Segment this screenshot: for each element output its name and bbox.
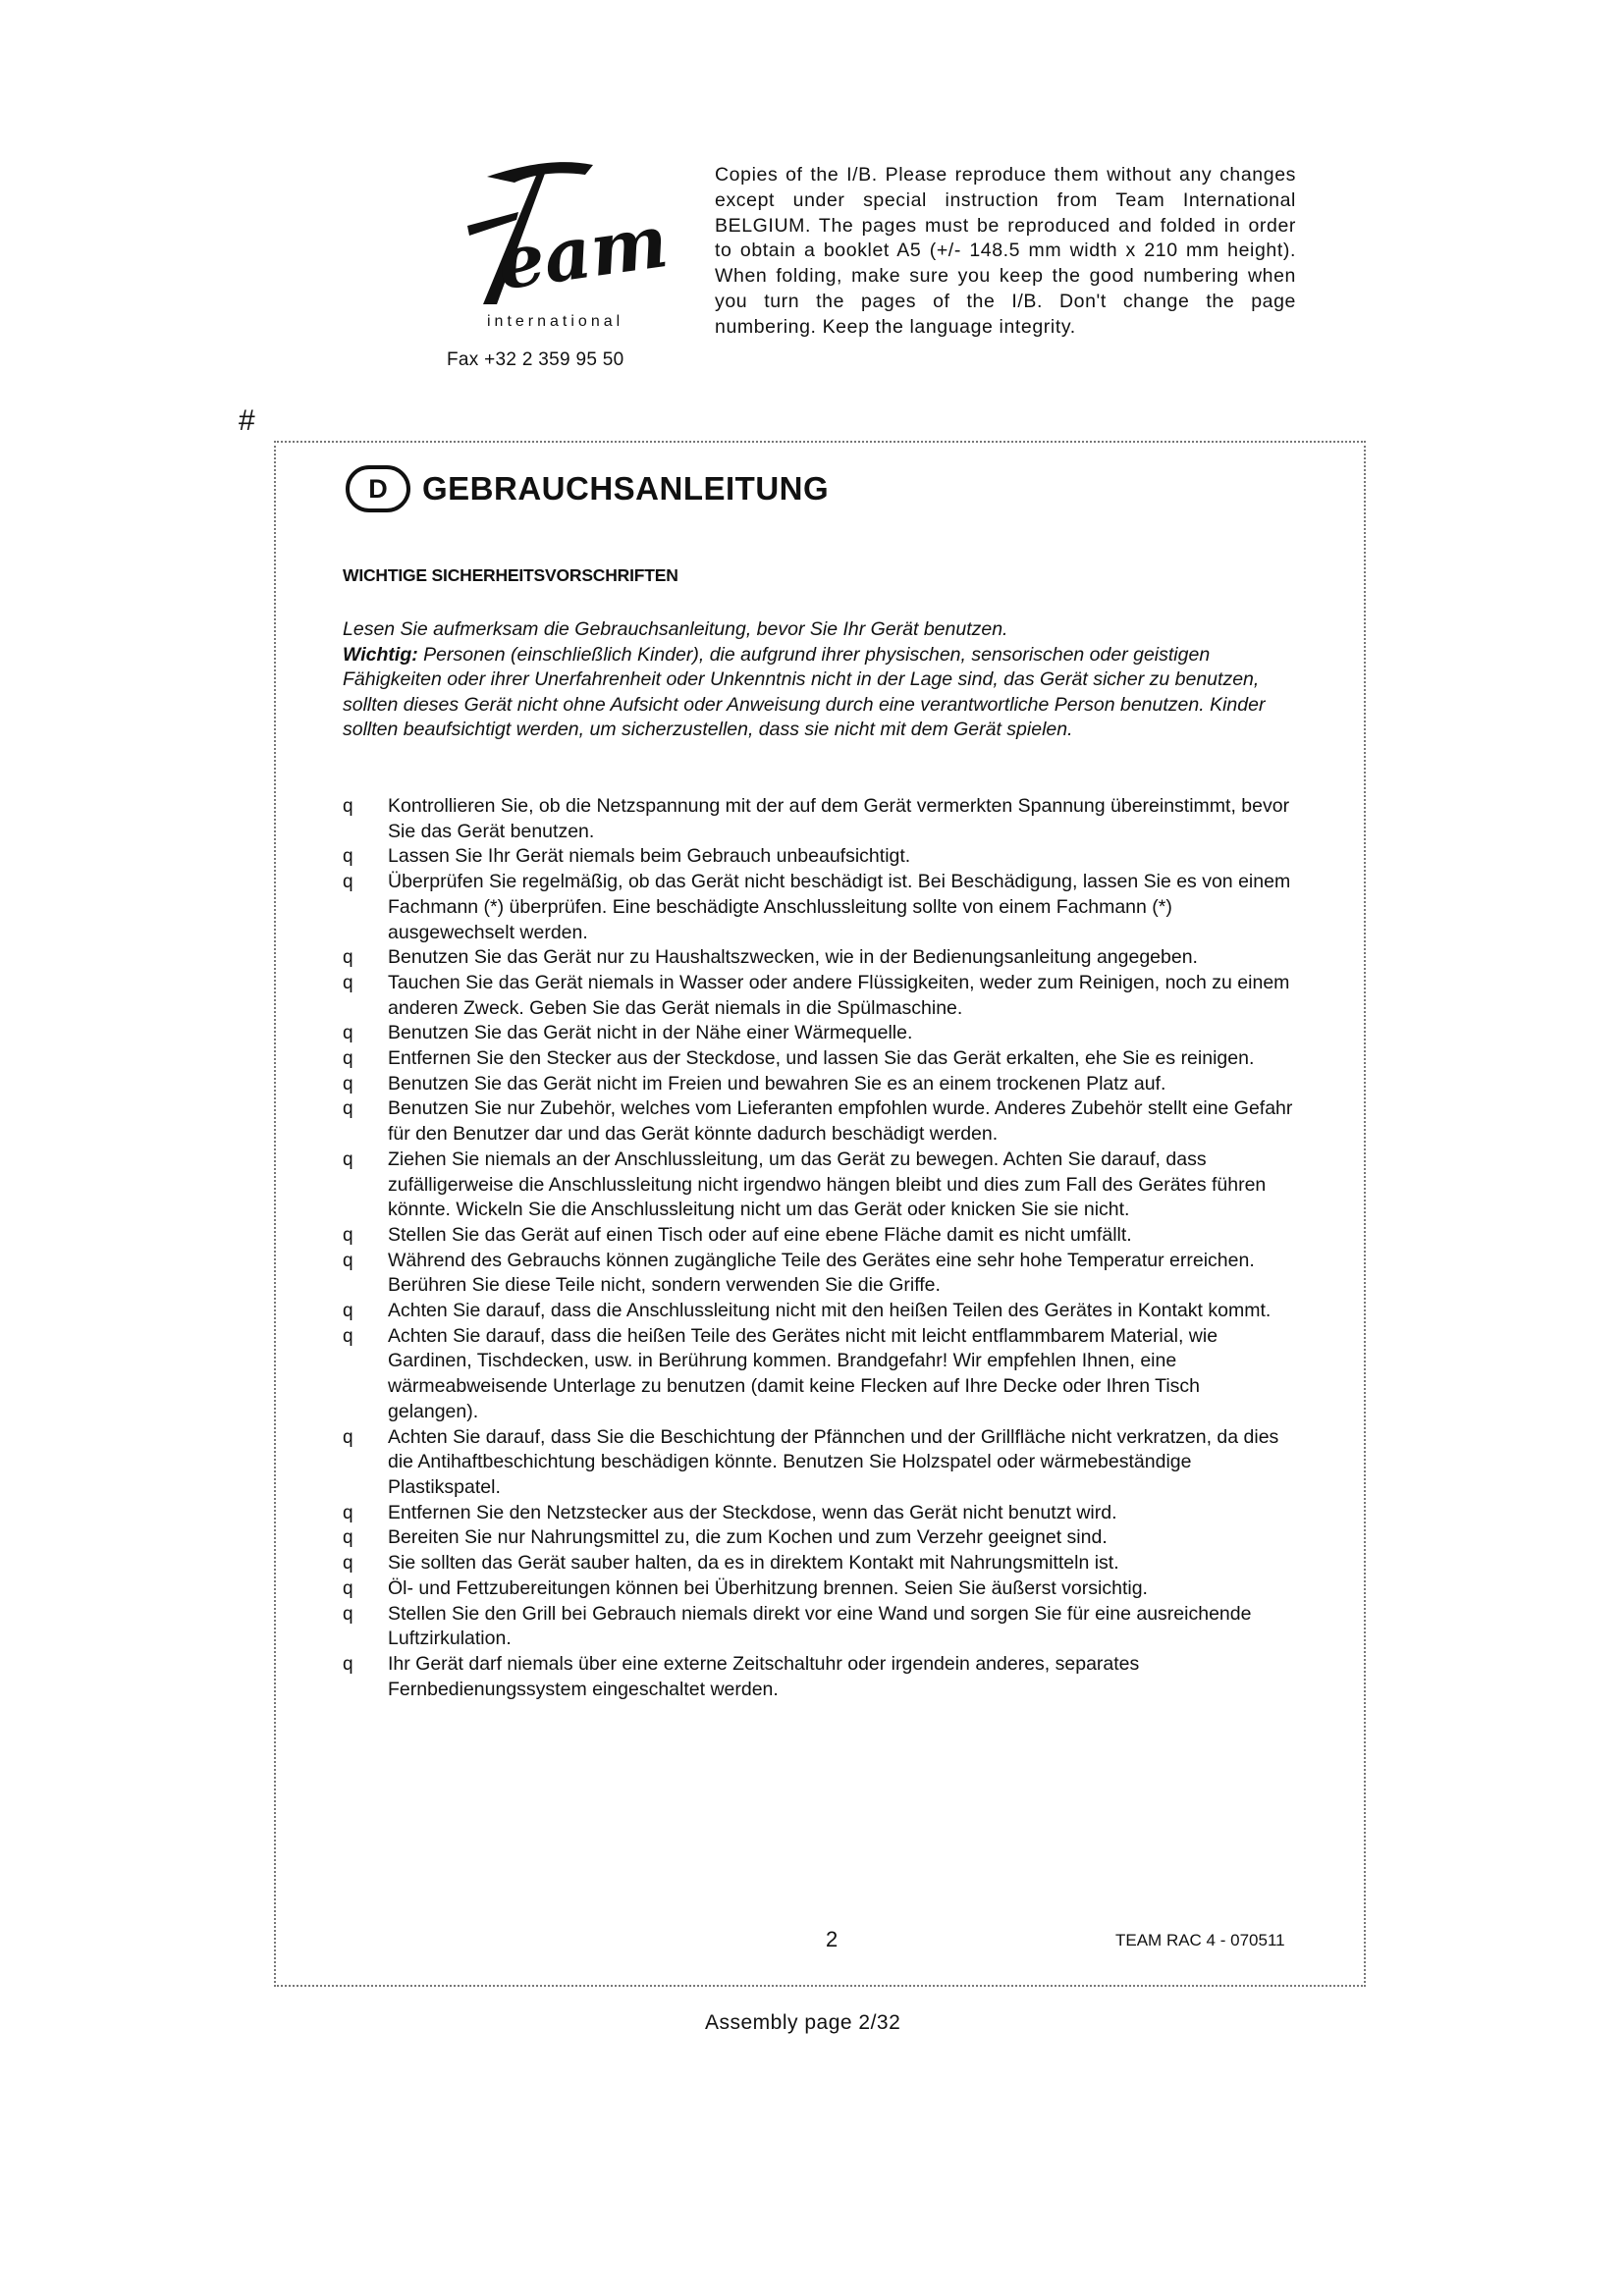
intro-line: Lesen Sie aufmerksam die Gebrauchsanleitung, bevor Sie Ihr Gerät benutzen.	[343, 618, 1008, 640]
bullet-marker: q	[343, 972, 353, 993]
rule-text: Stellen Sie das Gerät auf einen Tisch oder auf eine ebene Fläche damit es nicht umfällt.	[388, 1223, 1132, 1246]
list-item	[343, 1525, 1295, 1551]
rule-text: Benutzen Sie das Gerät nicht in der Nähe einer Wärmequelle.	[388, 1022, 913, 1044]
rule-text: Tauchen Sie das Gerät niemals in Wasser oder andere Flüssigkeiten, weder zum Reinigen, noch zu einem anderen Zweck. Geben Sie das Gerät niemals in die Spülmaschine.	[388, 971, 1290, 1019]
rule-text: Stellen Sie den Grill bei Gebrauch niemals direkt vor eine Wand und sorgen Sie für eine ausreichende Luftzirkulation.	[388, 1602, 1252, 1650]
manual-heading	[346, 465, 829, 512]
list-item	[343, 1299, 1295, 1324]
list-item	[343, 1425, 1295, 1501]
list-item	[343, 1576, 1295, 1602]
bullet-marker: q	[343, 1325, 353, 1347]
rule-text: Überprüfen Sie regelmäßig, ob das Gerät nicht beschädigt ist. Bei Beschädigung, lassen Sie es von einem Fachmann (*) überprüfen. Eine beschädigte Anschlussleitung sollte von einem Fachmann (*) ausgewechselt werden.	[388, 871, 1291, 943]
list-item	[343, 1501, 1295, 1526]
rule-text: Benutzen Sie nur Zubehör, welches vom Lieferanten empfohlen wurde. Anderes Zubehör stellt eine Gefahr für den Benutzer dar und das Gerät könnte dadurch beschädigt werden.	[388, 1097, 1293, 1146]
bullet-marker: q	[343, 1148, 353, 1170]
list-item	[343, 1602, 1295, 1652]
list-item	[343, 1096, 1295, 1147]
list-item	[343, 945, 1295, 971]
rule-text: Achten Sie darauf, dass Sie die Beschichtung der Pfännchen und der Grillfläche nicht verkratzen, da dies die Antihaftbeschichtung beschädigen könnte. Benutzen Sie Holzspatel oder wärmebeständige Plastikspatel.	[388, 1425, 1279, 1498]
intro-text	[343, 617, 1285, 743]
bullet-marker: q	[343, 1048, 353, 1070]
list-item	[343, 1652, 1295, 1702]
bullet-marker: q	[343, 1023, 353, 1044]
assembly-page-label: Assembly page 2/32	[705, 2011, 901, 2034]
fax-number: Fax +32 2 359 95 50	[447, 349, 624, 370]
list-item	[343, 1324, 1295, 1425]
important-text: Personen (einschließlich Kinder), die aufgrund ihrer physischen, sensorischen oder geistigen Fähigkeiten oder ihrer Unerfahrenheit oder Unkenntnis nicht in der Lage sind, das Gerät sicher zu benutzen, sollten dieses Gerät nicht ohne Aufsicht oder Anweisung durch eine verantwortliche Person benutzen. Kinder sollten beaufsichtigt werden, um sicherzustellen, dass sie nicht mit dem Gerät spielen.	[343, 643, 1266, 740]
rule-text: Entfernen Sie den Stecker aus der Steckdose, und lassen Sie das Gerät erkalten, ehe Sie es reinigen.	[388, 1047, 1255, 1070]
list-item	[343, 1072, 1295, 1097]
bullet-marker: q	[343, 1250, 353, 1271]
rule-text: Lassen Sie Ihr Gerät niemals beim Gebrauch unbeaufsichtigt.	[388, 845, 911, 868]
rule-text: Entfernen Sie den Netzstecker aus der Steckdose, wenn das Gerät nicht benutzt wird.	[388, 1501, 1117, 1523]
section-title: WICHTIGE SICHERHEITSVORSCHRIFTEN	[343, 565, 678, 585]
hash-mark: #	[239, 404, 255, 437]
bullet-marker: q	[343, 846, 353, 868]
bullet-marker: q	[343, 1603, 353, 1625]
bullet-marker: q	[343, 1553, 353, 1575]
rule-text: Während des Gebrauchs können zugängliche Teile des Gerätes eine sehr hohe Temperatur erreichen. Berühren Sie diese Teile nicht, sondern verwenden Sie die Griffe.	[388, 1249, 1255, 1297]
bullet-marker: q	[343, 1426, 353, 1448]
rule-text: Ziehen Sie niemals an der Anschlussleitung, um das Gerät zu bewegen. Achten Sie darauf, dass zufälligerweise die Anschlussleitung nicht irgendwo hängen bleibt und dies zum Fall des Gerätes führen könnte. Wickeln Sie die Anschlussleitung nicht um das Gerät oder knicken Sie sie nicht.	[388, 1148, 1267, 1221]
list-item	[343, 1551, 1295, 1576]
bullet-marker: q	[343, 872, 353, 893]
svg-text:international: international	[487, 313, 624, 330]
rule-text: Ihr Gerät darf niemals über eine externe Zeitschaltuhr oder irgendein anderes, separates Fernbedienungssystem eingeschaltet werden.	[388, 1652, 1140, 1700]
list-item	[343, 870, 1295, 945]
list-item	[343, 1021, 1295, 1046]
important-notice	[343, 643, 1285, 743]
bullet-marker: q	[343, 1224, 353, 1246]
manual-title: GEBRAUCHSANLEITUNG	[422, 470, 830, 507]
bullet-marker: q	[343, 796, 353, 817]
list-item	[343, 971, 1295, 1021]
bullet-marker: q	[343, 1577, 353, 1599]
bullet-marker: q	[343, 1098, 353, 1120]
rule-text: Kontrollieren Sie, ob die Netzspannung mit der auf dem Gerät vermerkten Spannung übereinstimmt, bevor Sie das Gerät benutzen.	[388, 795, 1290, 842]
bullet-marker: q	[343, 1502, 353, 1523]
list-item	[343, 794, 1295, 844]
bullet-marker: q	[343, 1301, 353, 1322]
bullet-marker: q	[343, 1527, 353, 1549]
rule-text: Sie sollten das Gerät sauber halten, da es in direktem Kontakt mit Nahrungsmitteln ist.	[388, 1552, 1119, 1575]
rule-text: Benutzen Sie das Gerät nicht im Freien und bewahren Sie es an einem trockenen Platz auf.	[388, 1072, 1166, 1095]
bullet-marker: q	[343, 947, 353, 969]
list-item	[343, 1046, 1295, 1072]
list-item	[343, 1249, 1295, 1299]
language-badge: D	[346, 465, 410, 512]
rule-text: Benutzen Sie das Gerät nur zu Haushaltszwecken, wie in der Bedienungsanleitung angegeben.	[388, 946, 1198, 969]
rule-text: Achten Sie darauf, dass die heißen Teile des Gerätes nicht mit leicht entflammbarem Material, wie Gardinen, Tischdecken, usw. in Berührung kommen. Brandgefahr! Wir empfehlen Ihnen, eine wärmeabweisende Unterlage zu benutzen (damit keine Flecken auf Ihre Decke oder Ihren Tisch gelangen).	[388, 1324, 1218, 1422]
footer-code: TEAM RAC 4 - 070511	[1115, 1931, 1285, 1949]
rule-text: Öl- und Fettzubereitungen können bei Überhitzung brennen. Seien Sie äußerst vorsichtig.	[388, 1576, 1148, 1599]
team-international-logo	[428, 157, 674, 339]
list-item	[343, 1148, 1295, 1223]
bullet-marker: q	[343, 1073, 353, 1095]
svg-text:eam: eam	[492, 199, 674, 307]
list-item	[343, 1223, 1295, 1249]
copies-instructions: Copies of the I/B. Please reproduce them without any changes except under special instruction from Team International BELGIUM. The pages must be reproduced and folded in order to obtain a booklet A5 (+/- 148.5 mm width x 210 mm height). When folding, make sure you keep the good numbering when you turn the pages of the I/B. Don't change the page numbering. Keep the language integrity.	[715, 164, 1296, 338]
page-number: 2	[826, 1927, 839, 1951]
rule-text: Achten Sie darauf, dass die Anschlussleitung nicht mit den heißen Teilen des Gerätes in Kontakt kommt.	[388, 1300, 1272, 1322]
rule-text: Bereiten Sie nur Nahrungsmittel zu, die zum Kochen und zum Verzehr geeignet sind.	[388, 1526, 1108, 1549]
important-label: Wichtig:	[343, 643, 418, 666]
safety-rules-list	[343, 794, 1295, 1702]
list-item	[343, 844, 1295, 870]
bullet-marker: q	[343, 1653, 353, 1675]
